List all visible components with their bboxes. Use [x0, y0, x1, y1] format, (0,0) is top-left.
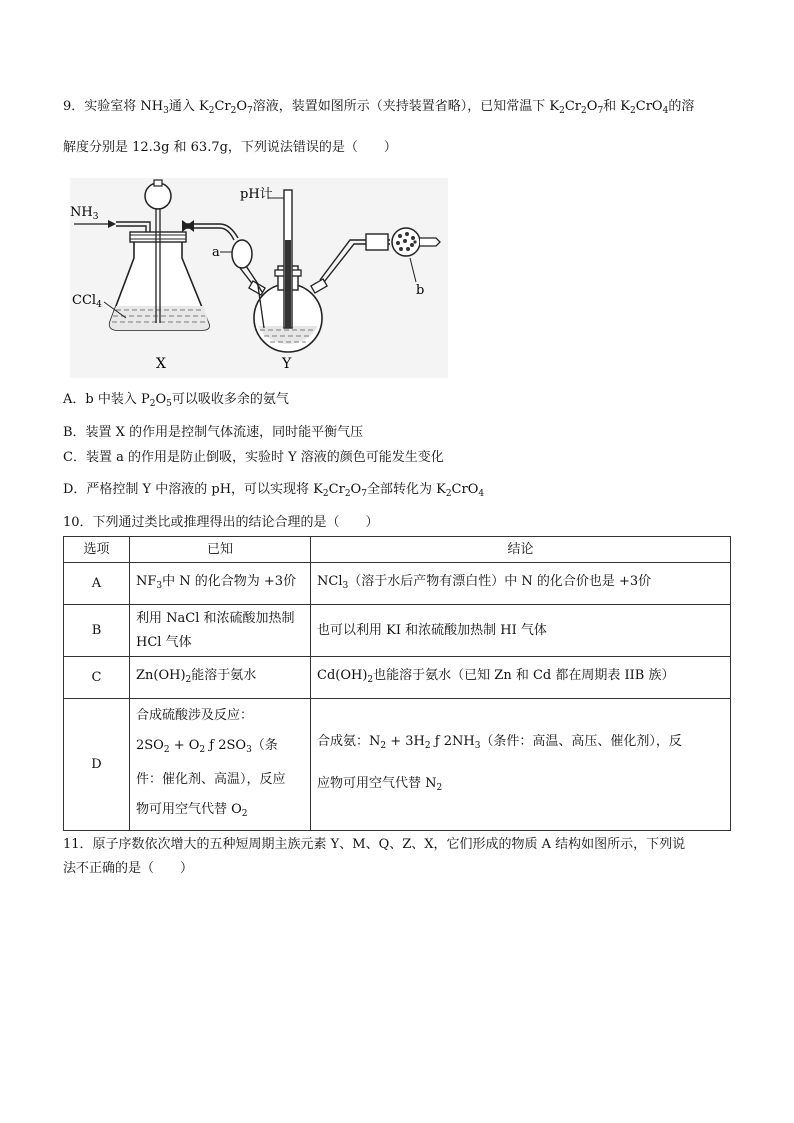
row-option: D	[64, 699, 130, 831]
nh3-label: $NH_3$	[70, 205, 99, 222]
q9-stem-line2: 解度分别是 12.3g 和 63.7g，下列说法错误的是（ ）	[63, 140, 397, 155]
q9-stem-line1: 9．实验室将 $NH_3$通入 $K_2Cr_2O_7$溶液，装置如图所示（夹持装置省略），已知常温下 $K_2Cr_2O_7$和 $K_2CrO_4$的溶	[63, 99, 695, 116]
header-conclusion: 结论	[311, 537, 731, 563]
row-known: $Zn(OH)_2$能溶于氨水	[130, 657, 311, 699]
q11-stem-line1: 11．原子序数依次增大的五种短周期主族元素 Y、M、Q、Z、X，它们形成的物质 A 结构如图所示，下列说	[63, 837, 686, 852]
header-known: 已知	[130, 537, 311, 563]
q11-stem-line2: 法不正确的是（ ）	[63, 861, 194, 876]
table-row	[64, 605, 731, 657]
row-conclusion: $Cd(OH)_2$也能溶于氨水（已知 Zn 和 Cd 都在周期表 IIB 族）	[311, 657, 731, 699]
header-option: 选项	[64, 537, 130, 563]
ph-meter-label: pH计	[240, 187, 273, 202]
y-label: Y	[282, 356, 292, 372]
row-conclusion: 也可以利用 KI 和浓硫酸加热制 HI 气体	[311, 605, 731, 657]
ccl4-label: CCl$_4$	[72, 293, 102, 310]
row-conclusion: 合成氨：$N_2 + 3H_2$ ƒ $2NH_3$（条件：高温、高压、催化剂），反 应物可用空气代替 $N_2$	[311, 699, 731, 831]
row-known: 利用 NaCl 和浓硫酸加热制 HCl 气体	[130, 605, 311, 657]
q9-option-b: B．装置 X 的作用是控制气体流速，同时能平衡气压	[63, 425, 364, 440]
row-option: C	[64, 657, 130, 699]
q9-option-d: D．严格控制 Y 中溶液的 pH，可以实现将 $K_2Cr_2O_7$全部转化为 $K_2CrO_4$	[63, 482, 485, 499]
table-row	[64, 563, 731, 605]
q10-stem: 10．下列通过类比或推理得出的结论合理的是（ ）	[63, 515, 379, 530]
row-known: $NF_3$中 N 的化合物为 +3价	[130, 563, 311, 605]
row-conclusion: NCl$_3$（溶于水后产物有漂白性）中 N 的化合价也是 +3价	[311, 563, 731, 605]
row-option: B	[64, 605, 130, 657]
table-row	[64, 699, 731, 831]
q9-option-c: C．装置 a 的作用是防止倒吸，实验时 Y 溶液的颜色可能发生变化	[63, 450, 444, 465]
row-known: 合成硫酸涉及反应： $2SO_2 + O_2$ ƒ $2SO_3$（条 件：催化剂、高温），反应 物可用空气代替 $O_2$	[130, 699, 311, 831]
q9-option-a: A．b 中装入 $P_2O_5$可以吸收多余的氨气	[63, 392, 289, 409]
b-label: b	[416, 283, 425, 298]
x-label: X	[156, 356, 166, 372]
table-row	[64, 657, 731, 699]
q10-table	[63, 536, 731, 831]
a-label: a	[212, 245, 220, 260]
apparatus-figure	[70, 178, 448, 378]
table-header-row	[64, 537, 731, 563]
row-option: A	[64, 563, 130, 605]
